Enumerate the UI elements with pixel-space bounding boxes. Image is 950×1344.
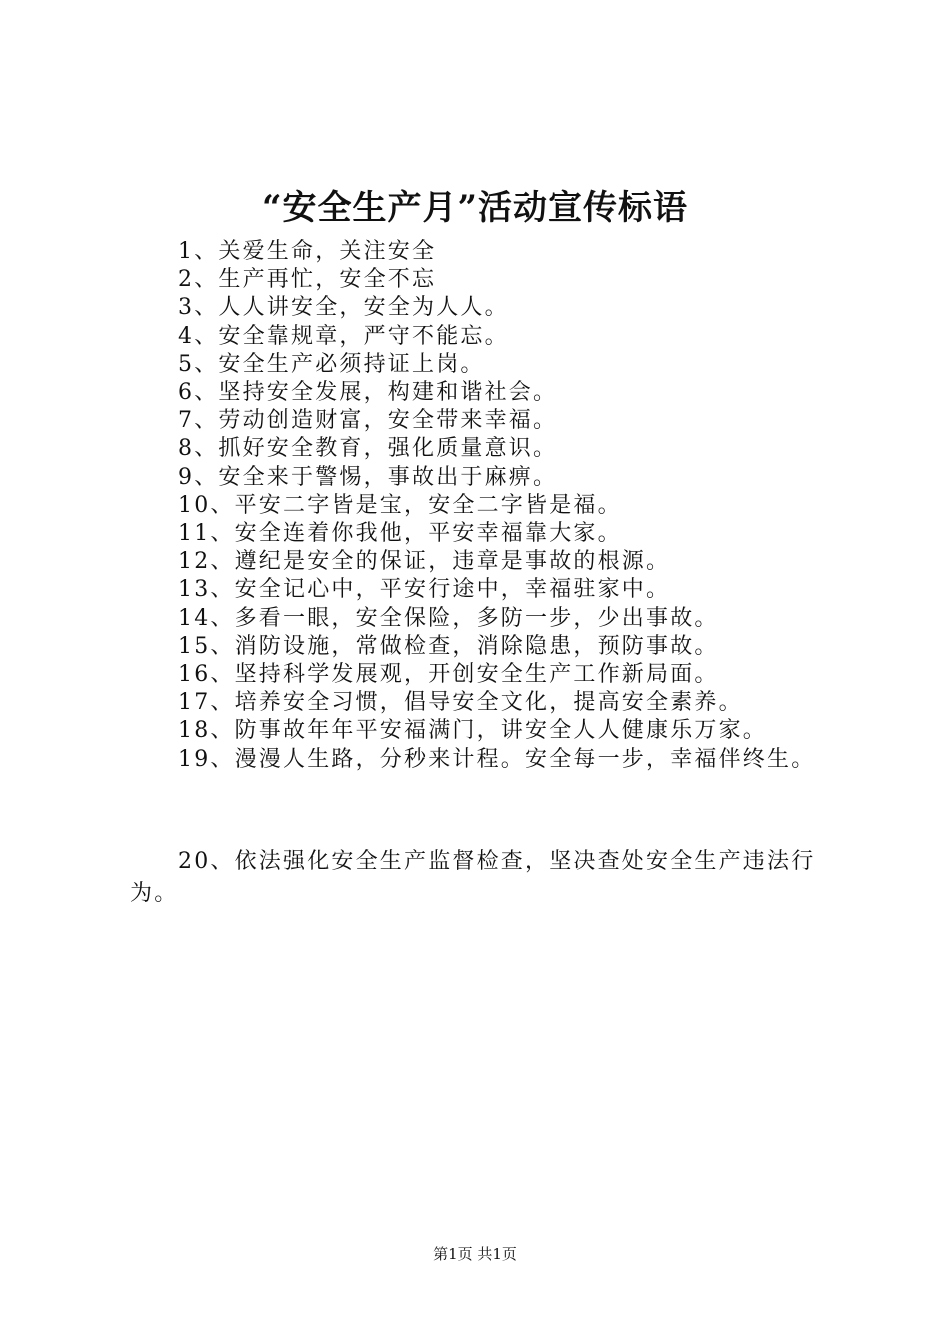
slogan-item: 1、关爱生命，关注安全 <box>178 239 437 264</box>
slogan-item: 7、劳动创造财富，安全带来幸福。 <box>178 408 558 434</box>
slogan-item: 11、安全连着你我他，平安幸福靠大家。 <box>178 521 622 547</box>
document-title: “安全生产月”活动宣传标语 <box>261 188 689 228</box>
slogan-item: 8、抓好安全教育，强化质量意识。 <box>178 436 558 462</box>
slogan-item: 14、多看一眼，安全保险，多防一步，少出事故。 <box>178 605 719 631</box>
slogan-item: 5、安全生产必须持证上岗。 <box>178 351 485 377</box>
slogan-item: 9、安全来于警惕，事故出于麻痹。 <box>178 464 558 490</box>
slogan-item: 13、安全记心中，平安行途中，幸福驻家中。 <box>178 577 671 603</box>
slogan-item: 17、培养安全习惯，倡导安全文化，提高安全素养。 <box>178 690 743 716</box>
slogan-item: 10、平安二字皆是宝，安全二字皆是福。 <box>178 492 622 518</box>
slogan-item: 12、遵纪是安全的保证，违章是事故的根源。 <box>178 549 671 575</box>
slogan-item: 18、防事故年年平安福满门，讲安全人人健康乐万家。 <box>178 718 767 744</box>
slogan-item: 19、漫漫人生路，分秒来计程。安全每一步，幸福伴终生。 <box>178 746 816 772</box>
slogan-item: 3、人人讲安全，安全为人人。 <box>178 295 509 321</box>
slogan-item: 15、消防设施，常做检查，消除隐患，预防事故。 <box>178 633 719 659</box>
slogan-item: 2、生产再忙，安全不忘 <box>178 267 437 293</box>
page-footer: 第1页 共1页 <box>433 1245 517 1263</box>
final-paragraph: 20、依法强化安全生产监督检查，坚决查处安全生产违法行为。 <box>130 849 816 906</box>
slogan-item: 6、坚持安全发展，构建和谐社会。 <box>178 380 558 406</box>
slogan-list <box>178 238 815 774</box>
slogan-item: 16、坚持科学发展观，开创安全生产工作新局面。 <box>178 662 719 688</box>
slogan-item: 4、安全靠规章，严守不能忘。 <box>178 323 509 349</box>
